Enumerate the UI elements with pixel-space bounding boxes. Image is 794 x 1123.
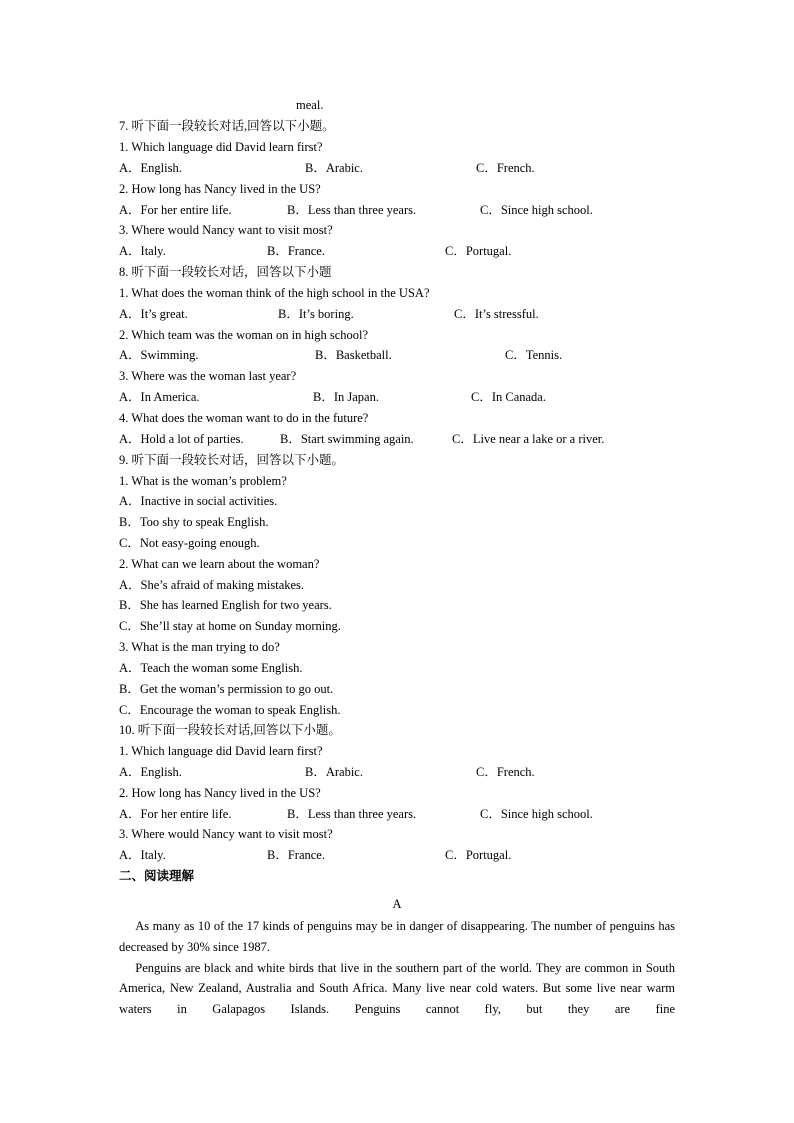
option-c: C．Since high school. xyxy=(480,203,593,217)
passage-label: A xyxy=(392,897,402,911)
option-a: A．Italy. xyxy=(119,244,166,258)
s8-question-1: 1. What does the woman think of the high school in the USA? xyxy=(119,286,430,300)
s9-q1-option-c: C．Not easy-going enough. xyxy=(119,536,260,550)
option-a: A．For her entire life. xyxy=(119,807,232,821)
s9-q2-option-b: B．She has learned English for two years. xyxy=(119,598,332,612)
option-b: B．France. xyxy=(267,848,325,862)
section-9-heading: 9. 听下面一段较长对话，回答以下小题。 xyxy=(119,453,345,467)
passage-a-body xyxy=(119,916,675,1020)
s9-q3-option-a: A．Teach the woman some English. xyxy=(119,661,303,675)
s8-question-4: 4. What does the woman want to do in the future? xyxy=(119,411,369,425)
option-a: A．It’s great. xyxy=(119,307,188,321)
option-b: B．Arabic. xyxy=(305,161,363,175)
s9-question-2: 2. What can we learn about the woman? xyxy=(119,557,320,571)
section-7-heading: 7. 听下面一段较长对话,回答以下小题。 xyxy=(119,119,335,133)
option-a: A．English. xyxy=(119,161,182,175)
option-b: B．In Japan. xyxy=(313,390,379,404)
option-a: A．Italy. xyxy=(119,848,166,862)
s10-question-3: 3. Where would Nancy want to visit most? xyxy=(119,827,333,841)
option-b: B．Arabic. xyxy=(305,765,363,779)
option-c: C．Live near a lake or a river. xyxy=(452,432,605,446)
option-b: B．Start swimming again. xyxy=(280,432,414,446)
option-c: C．Since high school. xyxy=(480,807,593,821)
passage-paragraph-1: As many as 10 of the 17 kinds of penguins may be in danger of disappearing. The number of penguins has decreased by 30% since 1987. xyxy=(119,919,675,954)
s9-q3-option-b: B．Get the woman’s permission to go out. xyxy=(119,682,334,696)
section-8-heading: 8. 听下面一段较长对话，回答以下小题 xyxy=(119,265,332,279)
s10-question-1: 1. Which language did David learn first? xyxy=(119,744,323,758)
option-b: B．It’s boring. xyxy=(278,307,354,321)
option-c: C．It’s stressful. xyxy=(454,307,539,321)
option-c: C．Tennis. xyxy=(505,348,563,362)
option-c: C．French. xyxy=(476,161,535,175)
s9-q2-option-a: A．She’s afraid of making mistakes. xyxy=(119,578,305,592)
option-a: A．For her entire life. xyxy=(119,203,232,217)
s8-question-3: 3. Where was the woman last year? xyxy=(119,369,297,383)
part-2-heading: 二、阅读理解 xyxy=(119,869,195,883)
option-b: B．Less than three years. xyxy=(287,807,417,821)
s9-q1-option-a: A．Inactive in social activities. xyxy=(119,494,278,508)
s8-question-2: 2. Which team was the woman on in high school? xyxy=(119,328,369,342)
option-a: A．Hold a lot of parties. xyxy=(119,432,244,446)
option-a: A．English. xyxy=(119,765,182,779)
option-b: B．France. xyxy=(267,244,325,258)
option-a: A．Swimming. xyxy=(119,348,199,362)
s9-q2-option-c: C．She’ll stay at home on Sunday morning. xyxy=(119,619,341,633)
option-b: B．Basketball. xyxy=(315,348,392,362)
option-b: B．Less than three years. xyxy=(287,203,417,217)
s10-question-2: 2. How long has Nancy lived in the US? xyxy=(119,786,321,800)
fragment-text: meal. xyxy=(296,98,324,112)
s7-question-3: 3. Where would Nancy want to visit most? xyxy=(119,223,333,237)
s7-question-2: 2. How long has Nancy lived in the US? xyxy=(119,182,321,196)
s7-question-1: 1. Which language did David learn first? xyxy=(119,140,323,154)
section-10-heading: 10. 听下面一段较长对话,回答以下小题。 xyxy=(119,723,341,737)
option-c: C．In Canada. xyxy=(471,390,546,404)
option-c: C．Portugal. xyxy=(445,244,512,258)
option-c: C．French. xyxy=(476,765,535,779)
option-c: C．Portugal. xyxy=(445,848,512,862)
s9-question-3: 3. What is the man trying to do? xyxy=(119,640,280,654)
s9-q1-option-b: B．Too shy to speak English. xyxy=(119,515,269,529)
s9-q3-option-c: C．Encourage the woman to speak English. xyxy=(119,703,341,717)
s9-question-1: 1. What is the woman’s problem? xyxy=(119,474,287,488)
option-a: A．In America. xyxy=(119,390,200,404)
passage-paragraph-2: Penguins are black and white birds that live in the southern part of the world. They are common in South America, New Zealand, Australia and South Africa. Many live near cold waters. But some live near warm waters in Galapagos Islands. Penguins cannot fly, but they are fine xyxy=(119,960,675,1017)
